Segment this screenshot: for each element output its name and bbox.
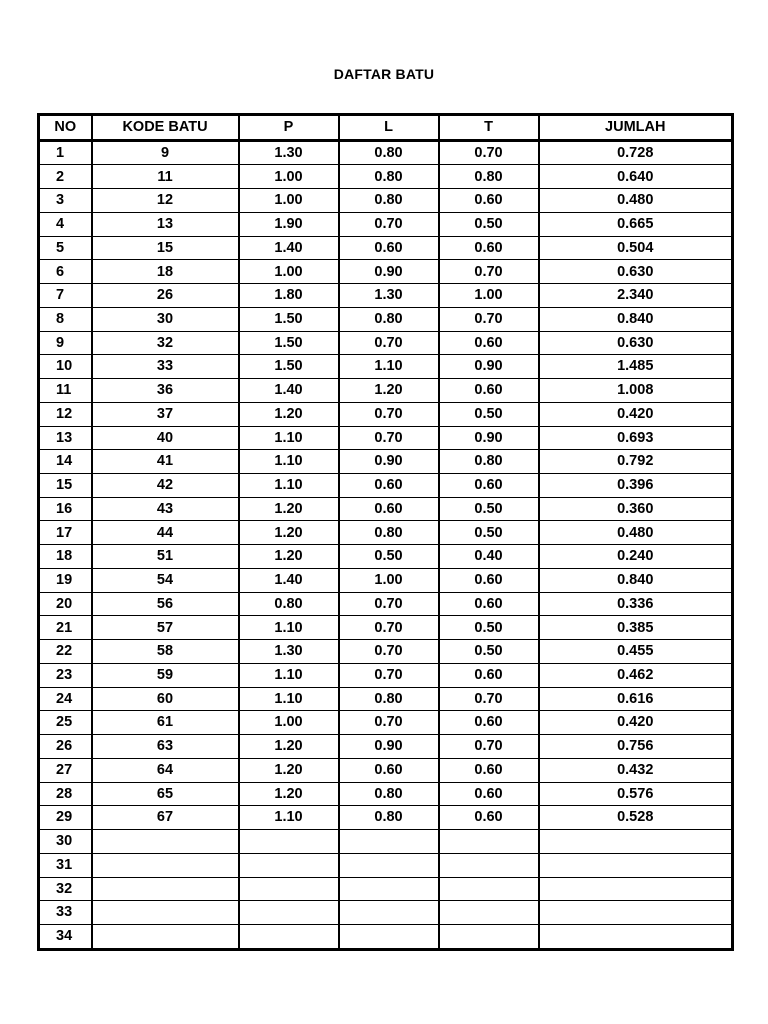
cell-no: 10 [39,355,92,379]
cell-p: 1.10 [239,616,339,640]
cell-jumlah: 0.480 [539,189,733,213]
cell-p: 1.40 [239,568,339,592]
cell-jumlah: 0.432 [539,758,733,782]
cell-jumlah: 0.480 [539,521,733,545]
cell-p: 1.90 [239,212,339,236]
table-row [39,545,733,569]
table-row [39,924,733,949]
cell-kode-batu: 43 [92,497,239,521]
cell-no: 25 [39,711,92,735]
cell-l: 0.70 [339,426,439,450]
table-row [39,331,733,355]
cell-p: 1.00 [239,189,339,213]
cell-t [439,924,539,949]
cell-jumlah: 0.336 [539,592,733,616]
cell-no: 4 [39,212,92,236]
cell-t: 0.70 [439,735,539,759]
cell-l [339,924,439,949]
cell-l: 1.30 [339,284,439,308]
table-row [39,212,733,236]
cell-kode-batu: 42 [92,474,239,498]
table-row [39,450,733,474]
cell-jumlah: 0.420 [539,402,733,426]
cell-p: 1.10 [239,687,339,711]
cell-t: 0.50 [439,640,539,664]
cell-jumlah: 0.840 [539,307,733,331]
cell-jumlah [539,877,733,901]
cell-no: 11 [39,379,92,403]
table-row [39,687,733,711]
cell-l [339,853,439,877]
cell-kode-batu: 58 [92,640,239,664]
cell-p: 1.10 [239,663,339,687]
cell-t: 0.60 [439,592,539,616]
cell-t [439,853,539,877]
cell-kode-batu [92,830,239,854]
cell-jumlah [539,924,733,949]
cell-t: 0.40 [439,545,539,569]
cell-t: 0.60 [439,568,539,592]
cell-no: 12 [39,402,92,426]
cell-l: 0.70 [339,402,439,426]
cell-t: 0.60 [439,331,539,355]
cell-kode-batu: 26 [92,284,239,308]
cell-t: 0.80 [439,450,539,474]
cell-no: 29 [39,806,92,830]
cell-p: 1.40 [239,236,339,260]
table-row [39,830,733,854]
cell-t: 0.60 [439,474,539,498]
cell-jumlah: 0.630 [539,260,733,284]
cell-kode-batu: 41 [92,450,239,474]
cell-jumlah: 0.616 [539,687,733,711]
cell-kode-batu: 32 [92,331,239,355]
cell-t: 0.50 [439,212,539,236]
cell-jumlah: 1.485 [539,355,733,379]
cell-l: 0.70 [339,331,439,355]
cell-no: 5 [39,236,92,260]
cell-jumlah: 0.640 [539,165,733,189]
table-row [39,901,733,925]
cell-l: 0.80 [339,165,439,189]
cell-p: 1.00 [239,260,339,284]
table-row [39,307,733,331]
cell-no: 23 [39,663,92,687]
cell-l: 0.80 [339,806,439,830]
header-l: L [339,115,439,141]
cell-no: 3 [39,189,92,213]
cell-kode-batu: 63 [92,735,239,759]
cell-l: 0.70 [339,640,439,664]
cell-kode-batu: 61 [92,711,239,735]
cell-no: 28 [39,782,92,806]
table-row [39,426,733,450]
cell-t [439,830,539,854]
cell-p: 1.00 [239,711,339,735]
cell-jumlah [539,830,733,854]
cell-jumlah: 0.630 [539,331,733,355]
cell-p [239,901,339,925]
cell-t: 0.50 [439,497,539,521]
cell-jumlah [539,853,733,877]
cell-p: 1.20 [239,545,339,569]
cell-l: 0.80 [339,189,439,213]
cell-no: 8 [39,307,92,331]
cell-l: 0.70 [339,592,439,616]
cell-l: 0.60 [339,236,439,260]
cell-no: 20 [39,592,92,616]
cell-kode-batu: 67 [92,806,239,830]
cell-jumlah: 0.693 [539,426,733,450]
cell-t: 0.50 [439,521,539,545]
cell-kode-batu: 59 [92,663,239,687]
cell-kode-batu: 51 [92,545,239,569]
cell-jumlah: 0.528 [539,806,733,830]
cell-kode-batu: 36 [92,379,239,403]
header-kode-batu: KODE BATU [92,115,239,141]
header-jumlah: JUMLAH [539,115,733,141]
table-row [39,663,733,687]
cell-p [239,830,339,854]
table-row [39,853,733,877]
cell-jumlah: 0.396 [539,474,733,498]
cell-t: 0.60 [439,379,539,403]
header-no: NO [39,115,92,141]
cell-jumlah: 0.756 [539,735,733,759]
cell-l [339,830,439,854]
cell-l: 0.90 [339,260,439,284]
cell-no: 31 [39,853,92,877]
cell-t: 0.90 [439,355,539,379]
cell-t: 0.60 [439,236,539,260]
cell-p: 1.30 [239,140,339,165]
cell-l: 0.90 [339,450,439,474]
cell-no: 17 [39,521,92,545]
cell-kode-batu [92,924,239,949]
cell-no: 33 [39,901,92,925]
cell-p: 1.00 [239,165,339,189]
cell-l: 0.80 [339,307,439,331]
cell-t: 0.60 [439,663,539,687]
cell-p [239,853,339,877]
cell-p: 1.20 [239,782,339,806]
cell-no: 19 [39,568,92,592]
cell-jumlah: 0.462 [539,663,733,687]
cell-no: 32 [39,877,92,901]
cell-no: 22 [39,640,92,664]
cell-kode-batu: 54 [92,568,239,592]
cell-t: 0.90 [439,426,539,450]
cell-no: 13 [39,426,92,450]
cell-no: 24 [39,687,92,711]
cell-kode-batu: 57 [92,616,239,640]
cell-jumlah: 2.340 [539,284,733,308]
cell-kode-batu: 9 [92,140,239,165]
table-row [39,568,733,592]
cell-p: 1.10 [239,806,339,830]
cell-no: 34 [39,924,92,949]
page-title: DAFTAR BATU [333,66,435,82]
cell-t [439,901,539,925]
cell-t: 0.50 [439,616,539,640]
cell-kode-batu: 12 [92,189,239,213]
cell-kode-batu: 30 [92,307,239,331]
cell-no: 21 [39,616,92,640]
table-row [39,711,733,735]
cell-l: 0.80 [339,782,439,806]
cell-t: 1.00 [439,284,539,308]
cell-l: 0.80 [339,140,439,165]
cell-kode-batu: 37 [92,402,239,426]
cell-no: 16 [39,497,92,521]
cell-p [239,877,339,901]
cell-kode-batu: 18 [92,260,239,284]
cell-no: 18 [39,545,92,569]
table-row [39,735,733,759]
cell-p: 1.50 [239,307,339,331]
cell-jumlah: 0.504 [539,236,733,260]
header-p: P [239,115,339,141]
cell-no: 15 [39,474,92,498]
cell-kode-batu [92,853,239,877]
cell-no: 26 [39,735,92,759]
table-row [39,379,733,403]
cell-p: 1.30 [239,640,339,664]
cell-t: 0.70 [439,687,539,711]
table-row [39,236,733,260]
table-row [39,165,733,189]
cell-p: 1.10 [239,474,339,498]
cell-t: 0.70 [439,140,539,165]
table-row [39,521,733,545]
cell-l: 1.00 [339,568,439,592]
cell-p: 1.10 [239,426,339,450]
cell-l: 0.80 [339,687,439,711]
cell-jumlah: 0.420 [539,711,733,735]
cell-kode-batu: 33 [92,355,239,379]
table-row [39,497,733,521]
cell-no: 7 [39,284,92,308]
cell-p: 1.50 [239,355,339,379]
table-row [39,806,733,830]
cell-jumlah: 0.576 [539,782,733,806]
stone-list-table [37,113,734,951]
cell-l: 0.70 [339,663,439,687]
cell-kode-batu: 40 [92,426,239,450]
table-body [39,140,733,949]
header-t: T [439,115,539,141]
cell-l: 0.60 [339,474,439,498]
cell-p: 1.20 [239,758,339,782]
cell-kode-batu: 64 [92,758,239,782]
cell-t: 0.70 [439,260,539,284]
cell-t: 0.60 [439,806,539,830]
cell-l [339,901,439,925]
cell-no: 30 [39,830,92,854]
cell-no: 9 [39,331,92,355]
cell-kode-batu: 11 [92,165,239,189]
cell-p: 1.50 [239,331,339,355]
cell-t: 0.60 [439,782,539,806]
cell-jumlah: 0.728 [539,140,733,165]
cell-l: 0.60 [339,758,439,782]
cell-p: 1.20 [239,735,339,759]
table-header-row [39,115,733,141]
cell-no: 6 [39,260,92,284]
cell-jumlah: 0.455 [539,640,733,664]
cell-jumlah: 0.385 [539,616,733,640]
cell-t: 0.50 [439,402,539,426]
cell-l [339,877,439,901]
cell-kode-batu: 56 [92,592,239,616]
cell-kode-batu [92,901,239,925]
cell-kode-batu: 60 [92,687,239,711]
cell-no: 2 [39,165,92,189]
table-row [39,140,733,165]
table-row [39,782,733,806]
table-row [39,758,733,782]
cell-t: 0.60 [439,711,539,735]
cell-p: 1.10 [239,450,339,474]
cell-jumlah: 0.792 [539,450,733,474]
cell-t [439,877,539,901]
cell-t: 0.70 [439,307,539,331]
cell-kode-batu: 65 [92,782,239,806]
table-row [39,877,733,901]
cell-t: 0.60 [439,758,539,782]
cell-jumlah: 0.240 [539,545,733,569]
table-row [39,592,733,616]
cell-l: 0.70 [339,711,439,735]
cell-jumlah [539,901,733,925]
cell-jumlah: 0.360 [539,497,733,521]
cell-p: 1.20 [239,497,339,521]
cell-t: 0.60 [439,189,539,213]
cell-l: 0.70 [339,616,439,640]
cell-l: 1.10 [339,355,439,379]
cell-p: 1.40 [239,379,339,403]
table-row [39,284,733,308]
table-row [39,474,733,498]
cell-p [239,924,339,949]
cell-kode-batu [92,877,239,901]
cell-no: 27 [39,758,92,782]
table-row [39,355,733,379]
cell-jumlah: 1.008 [539,379,733,403]
cell-l: 0.50 [339,545,439,569]
cell-l: 0.80 [339,521,439,545]
table-row [39,640,733,664]
table-row [39,402,733,426]
stone-list-table-container [37,113,731,951]
cell-l: 0.90 [339,735,439,759]
cell-kode-batu: 15 [92,236,239,260]
table-row [39,189,733,213]
table-row [39,260,733,284]
cell-jumlah: 0.665 [539,212,733,236]
cell-p: 0.80 [239,592,339,616]
cell-no: 1 [39,140,92,165]
cell-jumlah: 0.840 [539,568,733,592]
cell-p: 1.20 [239,402,339,426]
cell-kode-batu: 44 [92,521,239,545]
cell-p: 1.80 [239,284,339,308]
cell-t: 0.80 [439,165,539,189]
cell-l: 1.20 [339,379,439,403]
cell-no: 14 [39,450,92,474]
cell-kode-batu: 13 [92,212,239,236]
table-row [39,616,733,640]
cell-l: 0.60 [339,497,439,521]
cell-p: 1.20 [239,521,339,545]
cell-l: 0.70 [339,212,439,236]
